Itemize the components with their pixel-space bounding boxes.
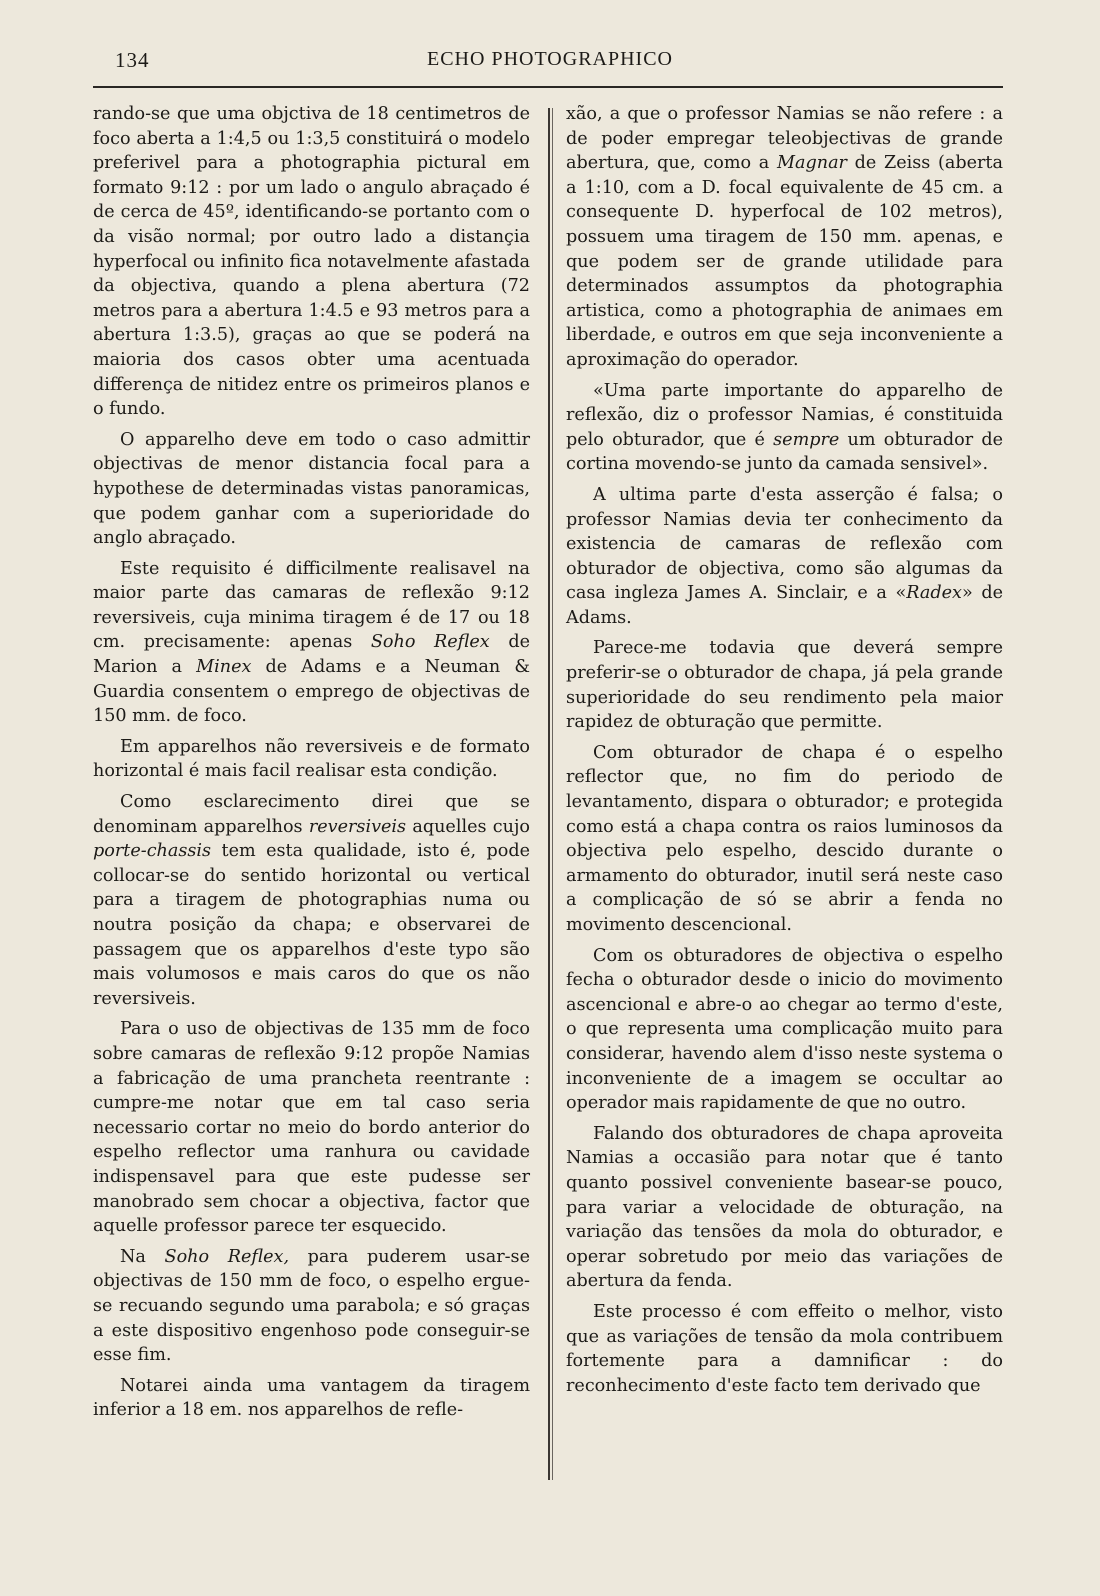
header-rule [93, 86, 1003, 88]
paragraph: A ultima parte d'esta asserção é falsa; o professor Namias devia ter conhecimento da existencia de camaras de reflexão com obturador de objectiva, como são algumas da casa ingleza James A. Sinclair, e a «Radex» de Adams. [566, 484, 1003, 628]
paragraph: Com os obturadores de objectiva o espelho fecha o obturador desde o inicio do movimento ascencional e abre-o ao chegar ao termo d'este, o que representa uma complicação muito para considerar, havendo alem d'isso neste systema o inconveniente de a imagem se occultar ao operador mais rapidamente de que no outro. [566, 945, 1003, 1114]
paragraph: rando-se que uma objctiva de 18 centimetros de foco aberta a 1:4,5 ou 1:3,5 constituirá o modelo preferivel para a photographia pictural em formato 9:12 : por um lado o angulo abraçado é de cerca de 45º, identificando-se portanto com o da visão normal; por outro lado a distançia hyperfocal ou infinito fica notavelmente afastada da objectiva, quando a plena abertura (72 metros para a abertura 1:4.5 e 93 metros para a abertura 1:3.5), graças ao que se poderá na maioria dos casos obter uma acentuada differença de nitidez entre os primeiros planos e o fundo. [93, 104, 530, 420]
paragraph: «Uma parte importante do apparelho de reflexão, diz o professor Namias, é constituida pelo obturador, que é sempre um obturador de cortina movendo-se junto da camada sensivel». [566, 380, 1003, 475]
paragraph: Este requisito é difficilmente realisavel na maior parte das camaras de reflexão 9:12 reversiveis, cuja minima tiragem é de 17 ou 18 cm. precisamente: apenas Soho Reflex de Marion a Minex de Adams e a Neuman & Guardia consentem o emprego de objectivas de 150 mm. de foco. [93, 558, 530, 727]
paragraph: Para o uso de objectivas de 135 mm de foco sobre camaras de reflexão 9:12 propõe Namias a fabricação de uma prancheta reentrante : cumpre-me notar que em tal caso seria necessario cortar no meio do bordo anterior do espelho reflector uma ranhura ou cavidade indispensavel para que este pudesse ser manobrado sem chocar a objectiva, factor que aquelle professor parece ter esquecido. [93, 1019, 530, 1237]
paragraph: xão, a que o professor Namias se não refere : a de poder empregar teleobjectivas de grande abertura, que, como a Magnar de Zeiss (aberta a 1:10, com a D. focal equivalente de 45 cm. a consequente D. hyperfocal de 102 metros), possuem uma tiragem de 150 mm. apenas, e que podem ser de grande utilidade para determinados assumptos da photographia artistica, como a photographia de animaes em liberdade, e outros em que seja inconveniente a aproximação do operador. [566, 104, 1003, 370]
column-divider [548, 108, 550, 1480]
paragraph: Como esclarecimento direi que se denominam apparelhos reversiveis aquelles cujo porte-chassis tem esta qualidade, isto é, pode collocar-se do sentido horizontal ou vertical para a tiragem de photographias numa ou noutra posição da chapa; e observarei de passagem que os apparelhos d'este typo são mais volumosos e mais caros do que os não reversiveis. [93, 792, 530, 1009]
paragraph: Na Soho Reflex, para puderem usar-se objectivas de 150 mm de foco, o espelho ergue-se recuando segundo uma parabola; e só graças a este dispositivo engenhoso pode conseguir-se esse fim. [93, 1246, 530, 1366]
left-column [93, 102, 530, 1487]
paragraph: Com obturador de chapa é o espelho reflector que, no fim do periodo de levantamento, dispara o obturador; e protegida como está a chapa contra os raios luminosos da objectiva pelo espelho, descido durante o armamento do obturador, inutil será neste caso a complicação de só se abrir a fenda no movimento descencional. [566, 742, 1003, 935]
column-divider-inner [552, 108, 553, 1480]
page-header [0, 44, 1100, 80]
paragraph: Falando dos obturadores de chapa aproveita Namias a occasião para notar que é tanto quanto possivel conveniente basear-se pouco, para variar a velocidade de obturação, na variação das tensões da mola do obturador, e operar sobretudo por meio das variações de abertura da fenda. [566, 1123, 1003, 1292]
paragraph: Em apparelhos não reversiveis e de formato horizontal é mais facil realisar esta condição. [93, 736, 530, 782]
running-title: ECHO PHOTOGRAPHICO [427, 48, 673, 70]
paragraph: Parece-me todavia que deverá sempre preferir-se o obturador de chapa, já pela grande superioridade do seu rendimento pela maior rapidez de obturação que permitte. [566, 638, 1003, 733]
paragraph: Este processo é com effeito o melhor, visto que as variações de tensão da mola contribuem fortemente para a damnificar : do reconhecimento d'este facto tem derivado que [566, 1301, 1003, 1396]
page-number: 134 [115, 48, 150, 72]
right-column [566, 102, 1003, 1487]
paragraph: O apparelho deve em todo o caso admittir objectivas de menor distancia focal para a hypothese de determinadas vistas panoramicas, que podem ganhar com a superioridade do anglo abraçado. [93, 429, 530, 549]
paragraph: Notarei ainda uma vantagem da tiragem inferior a 18 em. nos apparelhos de refle- [93, 1375, 530, 1421]
